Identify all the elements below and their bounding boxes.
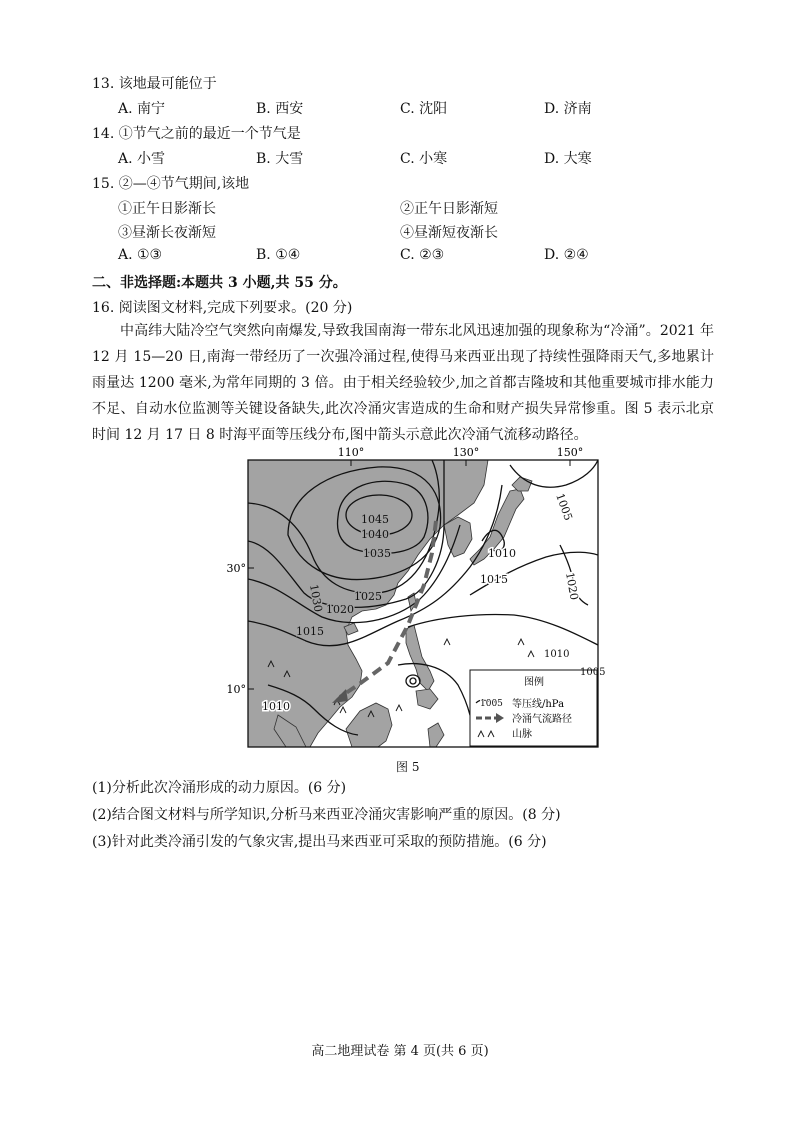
figure-5-caption: 图 5 xyxy=(396,760,420,774)
lat-label-30: 30° xyxy=(226,562,246,575)
lon-label-130: 130° xyxy=(452,446,480,459)
q16-material-paragraph: 中高纬大陆冷空气突然向南爆发,导致我国南海一带东北风迅速加强的现象称为“冷涌”。2021 年 12 月 15—20 日,南海一带经历了一次强冷涌过程,使得马来西亚出现了持续性强降雨天气,多地累计雨量达 1200 毫米,为常年同期的 3 倍。由于相关经验较少,加之首都吉隆坡和其他重要城市排水能力不足、自动水位监测等关键设备缺失,此次冷涌灾害造成的生命和财产损失异常惨重。图 5 表示北京时间 12 月 17 日 8 时海平面等压线分布,图中箭头示意此次冷涌气流移动路径。 xyxy=(92,323,714,443)
q13-option-a[interactable]: A. 南宁 xyxy=(118,101,166,117)
q14-option-d[interactable]: D. 大寒 xyxy=(544,151,592,167)
legend-isobar-label: 等压线/hPa xyxy=(512,699,565,710)
q13-stem: 13. 该地最可能位于 xyxy=(92,76,217,92)
isobar-label: 1005 xyxy=(553,491,575,523)
lat-label-10: 10° xyxy=(226,683,246,696)
q13-option-d[interactable]: D. 济南 xyxy=(544,101,592,117)
q16-stem: 16. 阅读图文材料,完成下列要求。(20 分) xyxy=(92,300,353,316)
isobar-label: 1005 xyxy=(580,667,606,678)
isobar-label: 1020 xyxy=(563,571,581,602)
q14-options xyxy=(118,148,718,168)
legend-mountain-label: 山脉 xyxy=(512,729,532,740)
isobar-label: 1040 xyxy=(361,528,389,541)
legend-isobar-sample: 1005 xyxy=(480,699,503,709)
q15-options xyxy=(118,247,718,267)
q15-stem: 15. ②—④节气期间,该地 xyxy=(92,176,250,192)
legend-path-label: 冷涌气流路径 xyxy=(512,714,572,725)
q15-statement-1: ①正午日影渐长 xyxy=(118,201,216,217)
q14-option-c[interactable]: C. 小寒 xyxy=(400,151,448,167)
q16-subquestion-1: (1)分析此次冷涌形成的动力原因。(6 分) xyxy=(92,780,347,796)
isobar-label: 1010 xyxy=(262,700,290,713)
q13-options xyxy=(118,98,718,118)
isobar-label: 1025 xyxy=(354,590,382,603)
q15-statement-2: ②正午日影渐短 xyxy=(400,201,498,217)
q14-stem: 14. ①节气之前的最近一个节气是 xyxy=(92,126,301,142)
figure-5-pressure-map xyxy=(226,445,606,747)
q16-subquestion-2: (2)结合图文材料与所学知识,分析马来西亚冷涌灾害影响严重的原因。(8 分) xyxy=(92,807,561,823)
q14-option-a[interactable]: A. 小雪 xyxy=(118,151,166,167)
q15-option-d[interactable]: D. ②④ xyxy=(544,247,589,263)
map-legend xyxy=(470,670,597,746)
isobar-label: 1045 xyxy=(361,513,389,526)
q15-statement-3: ③昼渐长夜渐短 xyxy=(118,225,216,241)
section-2-heading: 二、非选择题:本题共 3 小题,共 55 分。 xyxy=(92,275,347,291)
isobar-label: 1010 xyxy=(544,649,570,660)
isobar-label: 1015 xyxy=(480,573,508,586)
q13-option-b[interactable]: B. 西安 xyxy=(256,101,304,117)
isobar-label: 1010 xyxy=(488,547,516,560)
q16-subquestion-3: (3)针对此类冷涌引发的气象灾害,提出马来西亚可采取的预防措施。(6 分) xyxy=(92,834,547,850)
lon-label-110: 110° xyxy=(337,446,365,459)
q15-option-b[interactable]: B. ①④ xyxy=(256,247,301,263)
isobar-label: 1015 xyxy=(296,625,324,638)
isobar-label: 1030 xyxy=(307,583,325,614)
q15-statement-4: ④昼渐短夜渐长 xyxy=(400,225,498,241)
q14-option-b[interactable]: B. 大雪 xyxy=(256,151,304,167)
q15-option-c[interactable]: C. ②③ xyxy=(400,247,445,263)
legend-title: 图例 xyxy=(524,677,544,688)
isobar-label: 1035 xyxy=(363,547,391,560)
isobar-label: 1020 xyxy=(326,603,354,616)
q15-option-a[interactable]: A. ①③ xyxy=(118,247,163,263)
page-footer: 高二地理试卷 第 4 页(共 6 页) xyxy=(311,1044,489,1059)
lon-label-150: 150° xyxy=(556,446,584,459)
q13-option-c[interactable]: C. 沈阳 xyxy=(400,101,448,117)
